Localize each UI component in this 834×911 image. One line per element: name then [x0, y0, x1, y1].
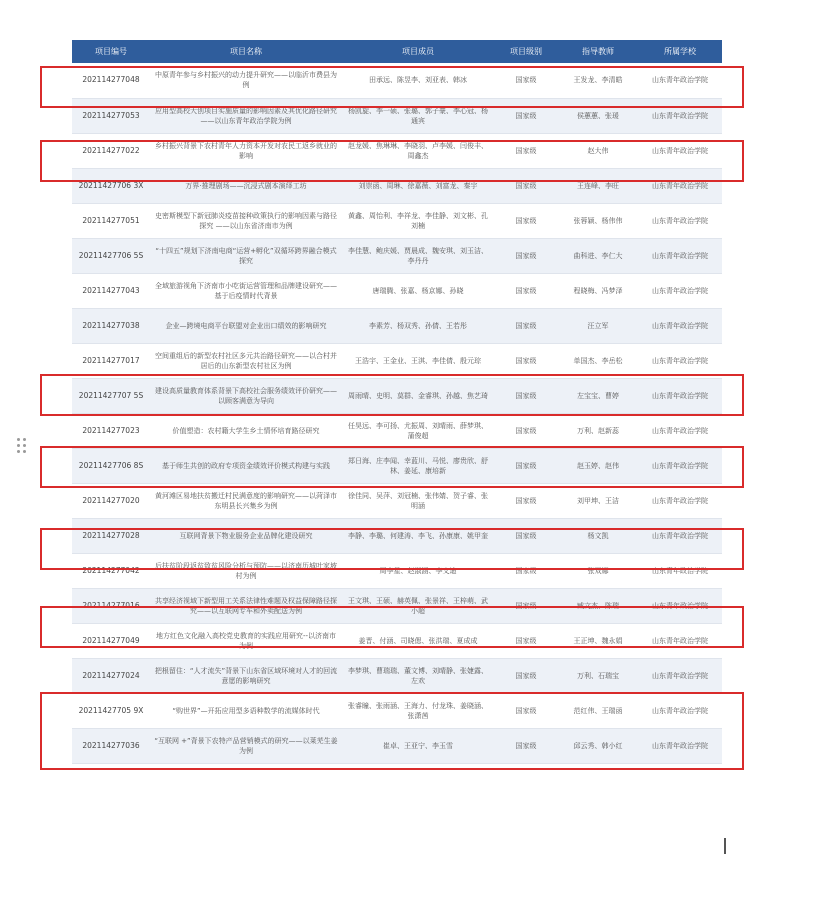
cell-school: 山东青年政治学院 — [638, 378, 722, 413]
cell-project-id: 202114277016 — [72, 588, 150, 623]
cell-project-members: 李佳慧、鲍庆媛、贾晨成、魏安琪、刘玉洁、李丹丹 — [342, 238, 494, 273]
cell-project-id: 20211427706 8S — [72, 448, 150, 483]
cell-project-id: 202114277020 — [72, 483, 150, 518]
cell-advisor: 侯蕙蕙、张瑗 — [558, 98, 638, 133]
cell-project-name: “十四五”规划下济南电商“运营+孵化”双循环跨界融合模式探究 — [150, 238, 342, 273]
cell-project-level: 国家级 — [494, 728, 558, 763]
table-row — [72, 308, 722, 343]
cell-project-members: 李静、李璐、何建涛、李飞、孙康康、姚甲奎 — [342, 518, 494, 553]
cell-project-level: 国家级 — [494, 518, 558, 553]
cell-project-name: 地方红色文化融入高校党史教育的实践应用研究--以济南市为例 — [150, 623, 342, 658]
header-project-name: 项目名称 — [150, 40, 342, 63]
table-row — [72, 133, 722, 168]
cell-project-members: 张睿瞳、张雨涵、王海力、付龙珠、姜晓涵、张潇茜 — [342, 693, 494, 728]
cell-project-id: 202114277024 — [72, 658, 150, 693]
cell-project-level: 国家级 — [494, 308, 558, 343]
cell-project-name: 空间重组后的新型农村社区多元共治路径研究——以合村并居后的山东新型农村社区为例 — [150, 343, 342, 378]
cell-project-level: 国家级 — [494, 378, 558, 413]
table-row — [72, 238, 722, 273]
text-cursor — [724, 838, 726, 854]
cell-school: 山东青年政治学院 — [638, 133, 722, 168]
cell-project-level: 国家级 — [494, 623, 558, 658]
table-row — [72, 203, 722, 238]
cell-project-members: 李素芳、杨双秀、孙倩、王若彤 — [342, 308, 494, 343]
cell-project-members: 周李星、赵淑涵、李文迪 — [342, 553, 494, 588]
cell-school: 山东青年政治学院 — [638, 63, 722, 98]
cell-project-name: “购世界”—开拓应用型多语种数学的流媒体时代 — [150, 693, 342, 728]
cell-school: 山东青年政治学院 — [638, 553, 722, 588]
header-school: 所属学校 — [638, 40, 722, 63]
cell-school: 山东青年政治学院 — [638, 518, 722, 553]
cell-school: 山东青年政治学院 — [638, 483, 722, 518]
table-row — [72, 693, 722, 728]
cell-advisor: 赵玉婷、赵伟 — [558, 448, 638, 483]
table-row — [72, 378, 722, 413]
table-row — [72, 483, 722, 518]
cell-project-members: 姜晋、付涵、司晓偲、张洪瑞、夏成成 — [342, 623, 494, 658]
cell-school: 山东青年政治学院 — [638, 448, 722, 483]
cell-project-name: 后扶贫阶段返贫致贫风险分析与预防——以济南历城叶家坡村为例 — [150, 553, 342, 588]
cell-project-level: 国家级 — [494, 553, 558, 588]
cell-advisor: 臧文杰、陈瑞 — [558, 588, 638, 623]
cell-project-id: 202114277042 — [72, 553, 150, 588]
cell-project-members: 黄鑫、周怡利、李祥龙、李佳静、刘文彬、孔刘楠 — [342, 203, 494, 238]
cell-project-id: 20211427707 5S — [72, 378, 150, 413]
cell-advisor: 邱云秀、韩小红 — [558, 728, 638, 763]
cell-project-id: 202114277028 — [72, 518, 150, 553]
drag-handle-icon[interactable] — [17, 438, 29, 456]
cell-project-level: 国家级 — [494, 63, 558, 98]
cell-advisor: 王发龙、李清皓 — [558, 63, 638, 98]
cell-school: 山东青年政治学院 — [638, 308, 722, 343]
cell-school: 山东青年政治学院 — [638, 413, 722, 448]
table-row — [72, 518, 722, 553]
cell-project-id: 202114277048 — [72, 63, 150, 98]
cell-project-name: 企业—跨境电商平台联盟对企业出口绩效的影响研究 — [150, 308, 342, 343]
table-row — [72, 728, 722, 763]
cell-project-level: 国家级 — [494, 693, 558, 728]
cell-project-level: 国家级 — [494, 238, 558, 273]
cell-school: 山东青年政治学院 — [638, 168, 722, 203]
table-row — [72, 98, 722, 133]
header-project-members: 项目成员 — [342, 40, 494, 63]
table-row — [72, 63, 722, 98]
cell-project-members: 李梦琪、曹瑞瑞、董文博、刘晴静、张婕露、左欢 — [342, 658, 494, 693]
cell-project-name: 万界·推理剧场——沉浸式剧本演绎工坊 — [150, 168, 342, 203]
table-row — [72, 413, 722, 448]
table-row — [72, 168, 722, 203]
cell-project-name: 乡村振兴背景下农村青年人力资本开发对农民工返乡就业的影响 — [150, 133, 342, 168]
cell-project-level: 国家级 — [494, 203, 558, 238]
cell-project-name: 互联网背景下物业服务企业品牌化建设研究 — [150, 518, 342, 553]
cell-project-name: 中原青年参与乡村振兴的动力提升研究——以临沂市费县为例 — [150, 63, 342, 98]
cell-school: 山东青年政治学院 — [638, 728, 722, 763]
cell-project-id: 202114277043 — [72, 273, 150, 308]
cell-advisor: 范红伟、王瑞函 — [558, 693, 638, 728]
cell-project-members: 刘崇函、周琳、徐嘉薇、刘富龙、秦宇 — [342, 168, 494, 203]
cell-school: 山东青年政治学院 — [638, 588, 722, 623]
cell-project-members: 赵龙媛、焦琳琳、李晓羽、卢李媛、闫俊丰、周鑫杰 — [342, 133, 494, 168]
cell-advisor: 左宝宝、曹婷 — [558, 378, 638, 413]
cell-project-members: 唐瑞腾、张嘉、杨京娜、孙晓 — [342, 273, 494, 308]
header-project-level: 项目级别 — [494, 40, 558, 63]
cell-advisor: 王连峰、李旺 — [558, 168, 638, 203]
cell-project-level: 国家级 — [494, 133, 558, 168]
table-row — [72, 623, 722, 658]
cell-project-id: 202114277053 — [72, 98, 150, 133]
cell-project-id: 20211427706 5S — [72, 238, 150, 273]
cell-project-level: 国家级 — [494, 168, 558, 203]
project-table — [72, 40, 722, 764]
cell-project-id: 202114277038 — [72, 308, 150, 343]
cell-project-members: 田承远、陈昱李、刘亚表、韩冰 — [342, 63, 494, 98]
cell-project-name: 应用型高校大创项目实施质量的影响因素及其优化路径研究 ——以山东青年政治学院为例 — [150, 98, 342, 133]
cell-project-level: 国家级 — [494, 658, 558, 693]
cell-project-name: 价值塑造：农村籍大学生乡土情怀培育路径研究 — [150, 413, 342, 448]
cell-project-level: 国家级 — [494, 273, 558, 308]
table-header-row — [72, 40, 722, 63]
table-row — [72, 343, 722, 378]
cell-project-level: 国家级 — [494, 483, 558, 518]
cell-project-id: 202114277051 — [72, 203, 150, 238]
cell-school: 山东青年政治学院 — [638, 658, 722, 693]
cell-advisor: 张双娜 — [558, 553, 638, 588]
table-row — [72, 553, 722, 588]
cell-advisor: 万利、赵新蕊 — [558, 413, 638, 448]
cell-project-id: 20211427705 9X — [72, 693, 150, 728]
cell-project-members: 徐佳同、吴萍、刘冠楠、张伟婧、贺子睿、张明涵 — [342, 483, 494, 518]
cell-project-name: 共享经济视域下新型用工关系法律性难题及权益保障路径探究——以互联网专车和外卖配送为例 — [150, 588, 342, 623]
cell-project-members: 周雨晴、史明、莫群、金睿琪、孙越、焦艺琦 — [342, 378, 494, 413]
cell-project-members: 杨凯旋、李一硕、张璐、郭子豪、李心冠、杨通宾 — [342, 98, 494, 133]
cell-project-id: 202114277036 — [72, 728, 150, 763]
cell-school: 山东青年政治学院 — [638, 693, 722, 728]
cell-project-level: 国家级 — [494, 343, 558, 378]
cell-project-members: 王浩宇、王金业、王淇、李佳倩、殷元琮 — [342, 343, 494, 378]
cell-school: 山东青年政治学院 — [638, 238, 722, 273]
cell-project-members: 崔卓、王亚宁、李玉雪 — [342, 728, 494, 763]
cell-school: 山东青年政治学院 — [638, 273, 722, 308]
cell-advisor: 单国杰、李岳松 — [558, 343, 638, 378]
cell-advisor: 程晓梅、冯梦泽 — [558, 273, 638, 308]
cell-project-id: 202114277023 — [72, 413, 150, 448]
cell-advisor: 曲科进、李仁大 — [558, 238, 638, 273]
cell-project-level: 国家级 — [494, 448, 558, 483]
table-row — [72, 658, 722, 693]
cell-project-name: “互联网 +”背景下农特产品营销模式的研究——以莱芜生姜为例 — [150, 728, 342, 763]
cell-project-id: 20211427706 3X — [72, 168, 150, 203]
cell-project-members: 郑日海、庄李闻、幸蓝川、马悦、廖贵欣、舒林、姜延、康培新 — [342, 448, 494, 483]
cell-project-id: 202114277017 — [72, 343, 150, 378]
cell-advisor: 王正坤、魏永娟 — [558, 623, 638, 658]
cell-project-level: 国家级 — [494, 588, 558, 623]
cell-advisor: 杨文凯 — [558, 518, 638, 553]
cell-project-name: 建设高质量教育体系背景下高校社会服务绩效评价研究——以顾客满意为导向 — [150, 378, 342, 413]
table-row — [72, 273, 722, 308]
header-project-id: 项目编号 — [72, 40, 150, 63]
table-row — [72, 448, 722, 483]
cell-advisor: 张蓉颖、杨伟伟 — [558, 203, 638, 238]
cell-advisor: 刘甲坤、王洁 — [558, 483, 638, 518]
cell-advisor: 万利、石瑞宝 — [558, 658, 638, 693]
cell-project-id: 202114277022 — [72, 133, 150, 168]
header-advisor: 指导教师 — [558, 40, 638, 63]
cell-project-name: 基于师生共创的政府专项资金绩效评价模式构建与实践 — [150, 448, 342, 483]
cell-school: 山东青年政治学院 — [638, 343, 722, 378]
cell-project-name: 史密斯模型下新冠肺炎疫苗接种政策执行的影响因素与路径探究 ——以山东省济南市为例 — [150, 203, 342, 238]
cell-project-name: 把根留住：“人才流失”背景下山东省区域环境对人才的回流意愿的影响研究 — [150, 658, 342, 693]
cell-project-name: 黄河滩区易地扶贫搬迁村民满意度的影响研究——以菏泽市东明县长兴集乡为例 — [150, 483, 342, 518]
cell-project-members: 任昊远、李可扬、尤振周、刘晴雨、薛梦琪、蒲俊超 — [342, 413, 494, 448]
cell-school: 山东青年政治学院 — [638, 623, 722, 658]
cell-project-level: 国家级 — [494, 98, 558, 133]
cell-school: 山东青年政治学院 — [638, 98, 722, 133]
cell-advisor: 赵大伟 — [558, 133, 638, 168]
cell-project-id: 202114277049 — [72, 623, 150, 658]
cell-advisor: 汪立军 — [558, 308, 638, 343]
cell-project-level: 国家级 — [494, 413, 558, 448]
cell-project-name: 全域旅游视角下济南市小吃街运营管理和品牌建设研究——基于后疫情时代背景 — [150, 273, 342, 308]
cell-school: 山东青年政治学院 — [638, 203, 722, 238]
table-row — [72, 588, 722, 623]
cell-project-members: 王文琪、王硕、赫英佩、张景祥、王梓萌、武小超 — [342, 588, 494, 623]
